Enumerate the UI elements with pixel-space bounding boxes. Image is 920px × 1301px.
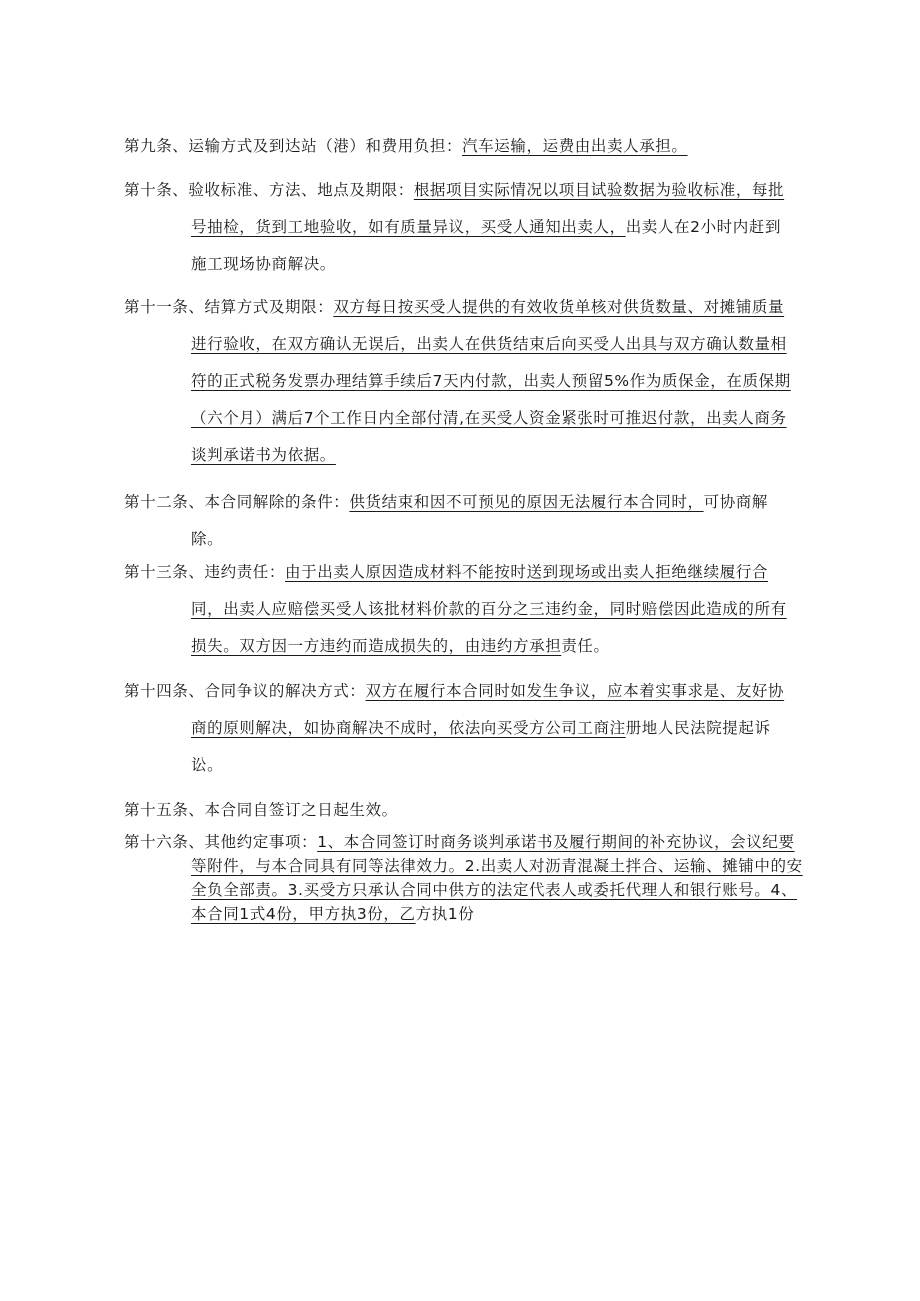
clause-12 xyxy=(124,484,768,558)
clause-16 xyxy=(124,830,803,926)
clause-heading: 第十六条、其他约定事项： xyxy=(124,833,318,851)
clause-body: 同，出卖人应赔偿买受人该批材料价款的百分之三违约金，同时赔偿因此造成的所有 xyxy=(191,600,787,618)
clause-10 xyxy=(124,172,784,283)
clause-15 xyxy=(124,792,398,829)
clause-heading: 第十一条、结算方式及期限： xyxy=(124,298,334,316)
clause-heading: 第十二条、本合同解除的条件： xyxy=(124,493,350,511)
clause-body: 损失。双方因一方违约而造成损失的，由违约方承担 xyxy=(191,637,562,655)
clause-body: 谈判承诺书为依据。 xyxy=(191,446,336,464)
clause-body: 等附件，与本合同具有同等法律效力。2.出卖人对沥青混凝土拌合、运输、摊铺中的安 xyxy=(191,857,803,875)
clause-body: 商的原则解决，如协商解决不成时，依法向买受方公司工商注 xyxy=(191,719,626,737)
clause-body: 责任。 xyxy=(561,637,610,655)
clause-body: （六个月）满后7个工作日内全部付清,在买受人资金紧张时可推迟付款，出卖人商务 xyxy=(191,409,787,427)
clause-body: 双方在履行本合同时如发生争议，应本着实事求是、友好协 xyxy=(365,682,785,700)
clause-body: 号抽检，货到工地验收，如有质量异议，买受人通知出卖人， xyxy=(191,218,626,236)
clause-14 xyxy=(124,673,784,784)
clause-heading: 第十条、验收标准、方法、地点及期限： xyxy=(124,181,414,199)
clause-heading: 第十五条、本合同自签订之日起生效。 xyxy=(124,801,398,819)
clause-9 xyxy=(124,128,688,165)
clause-13 xyxy=(124,554,787,665)
clause-body: 施工现场协商解决。 xyxy=(191,255,336,273)
clause-body: 1、本合同签订时商务谈判承诺书及履行期间的补充协议，会议纪要 xyxy=(317,833,795,851)
clause-body: 方执1份 xyxy=(415,905,475,923)
clause-body: 本合同1式4份，甲方执3份，乙 xyxy=(191,905,416,923)
clause-body: 供货结束和因不可预见的原因无法履行本合同时， xyxy=(349,493,704,511)
clause-body: 汽车运输，运费由出卖人承担。 xyxy=(462,137,688,155)
clause-heading: 第十四条、合同争议的解决方式： xyxy=(124,682,366,700)
clause-body: 全负全部责。3.买受方只承认合同中供方的法定代表人或委托代理人和银行账号。4、 xyxy=(191,881,798,899)
clause-heading: 第十三条、违约责任： xyxy=(124,563,286,581)
clause-body: 双方每日按买受人提供的有效收货单核对供货数量、对摊铺质量 xyxy=(333,298,785,316)
clause-heading: 第九条、运输方式及到达站（港）和费用负担： xyxy=(124,137,463,155)
clause-11 xyxy=(124,289,791,474)
clause-body: 由于出卖人原因造成材料不能按时送到现场或出卖人拒绝继续履行合 xyxy=(285,563,769,581)
clause-body: 册地人民法院提起诉 xyxy=(625,719,771,737)
clause-body: 除。 xyxy=(191,530,224,548)
clause-body: 符的正式税务发票办理结算手续后7天内付款，出卖人预留5%作为质保金，在质保期 xyxy=(191,372,791,390)
clause-body: 可协商解 xyxy=(703,493,769,511)
clause-body: 进行验收，在双方确认无误后，出卖人在供货结束后向买受人出具与双方确认数量相 xyxy=(191,335,787,353)
clause-body: 讼。 xyxy=(191,756,224,774)
clause-body: 出卖人在2小时内赶到 xyxy=(625,218,782,236)
clause-body: 根据项目实际情况以项目试验数据为验收标准，每批 xyxy=(413,181,785,199)
